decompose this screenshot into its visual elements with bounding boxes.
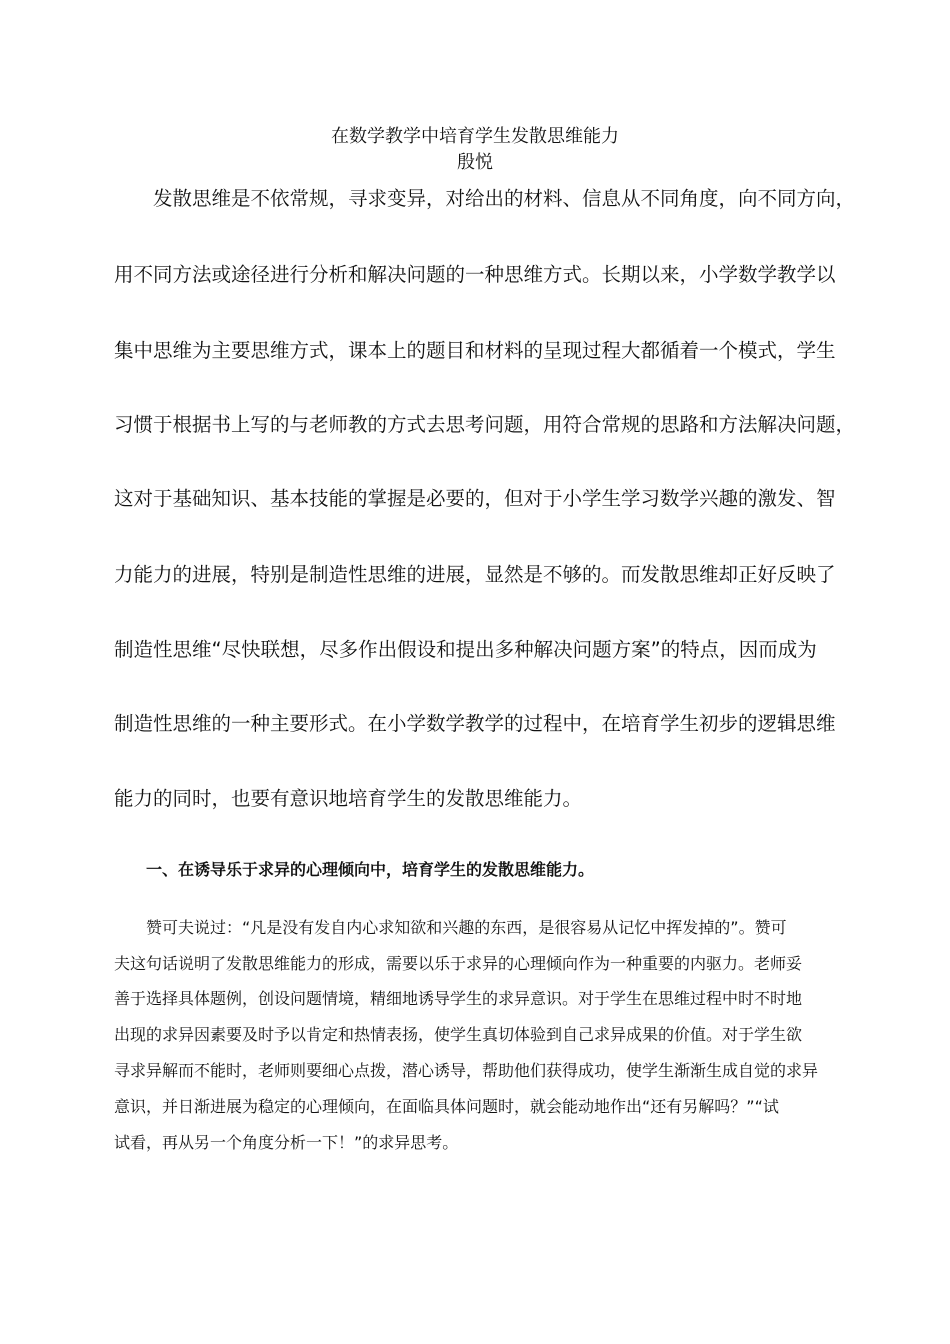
section-line-3: 善于选择具体题例，创设问题情境，精细地诱导学生的求异意识。对于学生在思维过程中时不时地 [114, 989, 803, 1008]
intro-line-6: 力能力的进展，特别是制造性思维的进展，显然是不够的。而发散思维却正好反映了 [114, 563, 836, 586]
intro-line-3: 集中思维为主要思维方式，课本上的题目和材料的呈现过程大都循着一个模式，学生 [114, 339, 836, 362]
section-line-1: 赞可夫说过：“凡是没有发自内心求知欲和兴趣的东西，是很容易从记忆中挥发掉的”。赞可 [114, 918, 787, 937]
intro-line-8: 制造性思维的一种主要形式。在小学数学教学的过程中，在培育学生初步的逻辑思维 [114, 712, 836, 735]
section-heading: 一、在诱导乐于求异的心理倾向中，培育学生的发散思维能力。 [146, 860, 595, 879]
document-author: 殷悦 [457, 152, 493, 173]
intro-line-7: 制造性思维“尽快联想，尽多作出假设和提出多种解决问题方案”的特点，因而成为 [114, 638, 817, 661]
intro-line-4: 习惯于根据书上写的与老师教的方式去思考问题，用符合常规的思路和方法解决问题， [114, 413, 856, 436]
section-line-6: 意识，并日渐进展为稳定的心理倾向，在面临具体问题时，就会能动地作出“还有另解吗？”“试 [114, 1097, 779, 1116]
intro-line-5: 这对于基础知识、基本技能的掌握是必要的，但对于小学生学习数学兴趣的激发、智 [114, 487, 836, 510]
intro-line-2: 用不同方法或途径进行分析和解决问题的一种思维方式。长期以来，小学数学教学以 [114, 263, 836, 286]
intro-line-9: 能力的同时，也要有意识地培育学生的发散思维能力。 [114, 787, 583, 810]
section-line-5: 寻求异解而不能时，老师则要细心点拨，潜心诱导，帮助他们获得成功，使学生渐渐生成自觉的求异 [114, 1061, 819, 1080]
section-line-2: 夫这句话说明了发散思维能力的形成，需要以乐于求异的心理倾向作为一种重要的内驱力。老师妥 [114, 954, 803, 973]
intro-line-1: 发散思维是不依常规，寻求变异，对给出的材料、信息从不同角度，向不同方向， [114, 187, 856, 210]
document-title: 在数学教学中培育学生发散思维能力 [331, 126, 619, 147]
section-line-4: 出现的求异因素要及时予以肯定和热情表扬，使学生真切体验到自己求异成果的价值。对于学生欲 [114, 1025, 803, 1044]
section-line-7: 试看，再从另一个角度分析一下！”的求异思考。 [114, 1133, 459, 1152]
